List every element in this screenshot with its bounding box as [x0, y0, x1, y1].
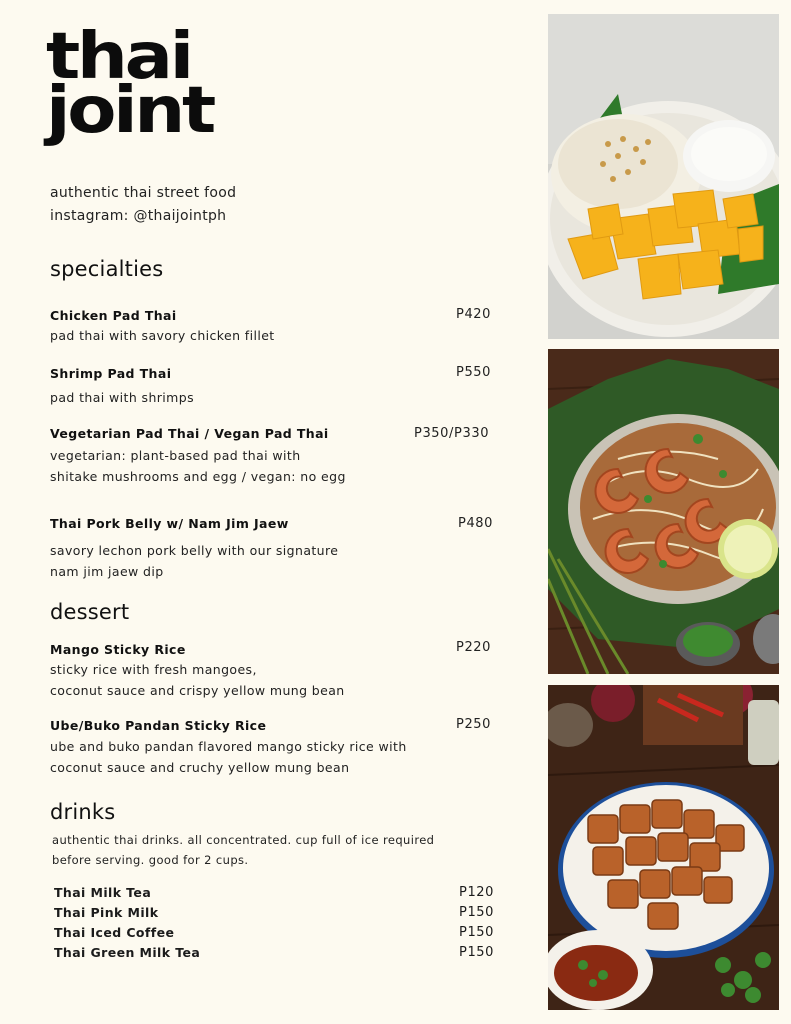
drink-price: P120 [459, 885, 495, 900]
drink-name: Thai Milk Tea [54, 885, 152, 900]
menu-item-description-line: nam jim jaew dip [50, 564, 164, 579]
drink-name: Thai Green Milk Tea [54, 945, 201, 960]
menu-item-description-line: shitake mushrooms and egg / vegan: no egg [50, 469, 346, 484]
menu-item-name: Thai Pork Belly w/ Nam Jim Jaew [50, 516, 289, 531]
brand-logo [46, 20, 213, 148]
tagline [50, 182, 236, 228]
menu-item-name: Chicken Pad Thai [50, 308, 177, 323]
menu-item-price: P350/P330 [414, 426, 490, 441]
menu-item-description-line: coconut sauce and crispy yellow mung bean [50, 683, 345, 698]
drinks-note-line: before serving. good for 2 cups. [52, 853, 249, 867]
menu-item-description-line: sticky rice with fresh mangoes, [50, 662, 257, 677]
drink-price: P150 [459, 945, 495, 960]
specialties-heading: specialties [50, 257, 164, 281]
brand-line-2: joint [46, 74, 213, 148]
menu-item-name: Vegetarian Pad Thai / Vegan Pad Thai [50, 426, 329, 441]
pork-belly-photo [548, 685, 779, 1010]
drink-row [54, 925, 494, 945]
menu-item-description [50, 659, 345, 701]
drinks-note [52, 830, 434, 870]
menu-item-description [50, 540, 338, 582]
drinks-note-line: authentic thai drinks. all concentrated. cup full of ice required [52, 833, 435, 847]
drink-name: Thai Pink Milk [54, 905, 159, 920]
menu-item-price: P480 [458, 516, 494, 531]
menu-item-description-line: vegetarian: plant-based pad thai with [50, 448, 301, 463]
menu-item-description [50, 387, 194, 408]
menu-item-description-line: savory lechon pork belly with our signature [50, 543, 339, 558]
menu-item-description [50, 325, 275, 346]
menu-item-description [50, 736, 407, 778]
menu-item-description-line: pad thai with shrimps [50, 390, 194, 405]
drink-row [54, 945, 494, 965]
drink-row [54, 905, 494, 925]
drink-price: P150 [459, 925, 495, 940]
drink-row [54, 885, 494, 905]
menu-item-price: P420 [456, 307, 492, 322]
menu-item-name: Shrimp Pad Thai [50, 366, 172, 381]
dessert-heading: dessert [50, 600, 130, 624]
menu-item-price: P250 [456, 717, 492, 732]
menu-item-description-line: ube and buko pandan flavored mango sticky rice with [50, 739, 407, 754]
menu-item-price: P220 [456, 640, 492, 655]
brand-line-1: thai [46, 20, 191, 94]
shrimp-pad-thai-photo [548, 349, 779, 674]
menu-item-price: P550 [456, 365, 492, 380]
tagline-description: authentic thai street food [50, 185, 237, 201]
menu-item-description-line: pad thai with savory chicken fillet [50, 328, 275, 343]
menu-item-name: Ube/Buko Pandan Sticky Rice [50, 718, 267, 733]
mango-sticky-rice-photo [548, 14, 779, 339]
instagram-handle: instagram: @thaijointph [50, 208, 227, 224]
menu-item-description [50, 445, 346, 487]
menu-item-name: Mango Sticky Rice [50, 642, 186, 657]
drink-price: P150 [459, 905, 495, 920]
menu-item-description-line: coconut sauce and cruchy yellow mung bean [50, 760, 350, 775]
drinks-heading: drinks [50, 800, 116, 824]
drink-name: Thai Iced Coffee [54, 925, 175, 940]
